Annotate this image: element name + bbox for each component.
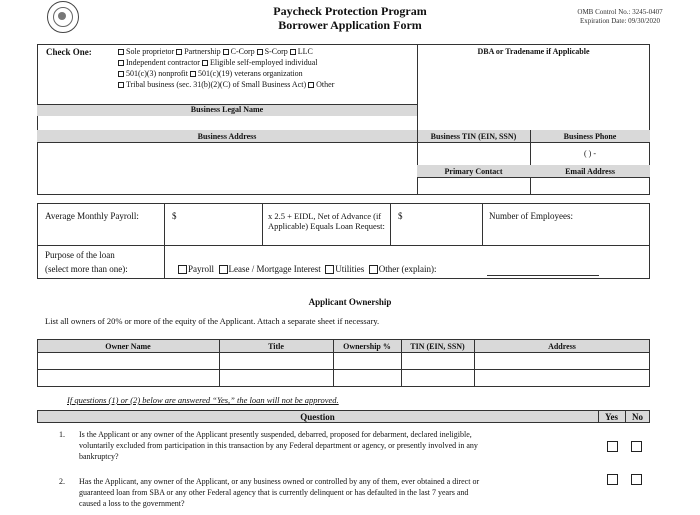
dba-label: DBA or Tradename if Applicable	[477, 47, 590, 56]
question-1-line1: Is the Applicant or any owner of the Applicant presently suspended, debarred, proposed for debarment, declared ineligible,	[79, 430, 472, 439]
label-partnership: Partnership	[184, 47, 221, 56]
label-s-corp: S-Corp	[264, 47, 288, 56]
purpose-label-line2: (select more than one):	[45, 264, 128, 274]
column-tin: TIN (EIN, SSN)	[410, 342, 465, 351]
expiration-date: Expiration Date: 09/30/2020	[579, 17, 661, 25]
label-other-purpose: Other (explain):	[378, 264, 437, 274]
checkbox-utilities[interactable]	[325, 265, 334, 274]
checkbox-c-corp[interactable]	[223, 49, 229, 55]
question-2-line1: Has the Applicant, any owner of the Applicant, or any business owned or controlled by any of them, ever obtained a direct or	[79, 477, 480, 486]
question-1-line3: bankruptcy?	[79, 452, 119, 461]
payroll-dollar-sign: $	[172, 211, 177, 221]
label-independent-contractor: Independent contractor	[126, 58, 200, 67]
checkbox-other-type[interactable]	[308, 82, 314, 88]
label-payroll: Payroll	[188, 264, 214, 274]
header-yes: Yes	[605, 412, 618, 422]
checkbox-tribal[interactable]	[118, 82, 124, 88]
checkbox-payroll[interactable]	[178, 265, 187, 274]
other-purpose-input[interactable]	[487, 275, 599, 276]
legal-name-label: Business Legal Name	[190, 105, 264, 114]
column-ownership-percent: Ownership %	[343, 342, 391, 351]
checkbox-other-purpose[interactable]	[369, 265, 378, 274]
question-1-line2: voluntarily excluded from participation in this transaction by any Federal department or agency, or presently involved in any	[79, 441, 478, 450]
business-phone-label: Business Phone	[563, 132, 617, 141]
loan-dollar-sign: $	[398, 211, 403, 221]
checkbox-s-corp[interactable]	[257, 49, 263, 55]
label-501c19: 501(c)(19) veterans organization	[197, 69, 303, 78]
column-owner-name: Owner Name	[105, 342, 151, 351]
question-2-yes-checkbox[interactable]	[607, 474, 618, 485]
ownership-instructions: List all owners of 20% or more of the equity of the Applicant. Attach a separate sheet if necessary.	[45, 316, 380, 326]
form-title: Paycheck Protection Program	[273, 4, 427, 18]
business-tin-label: Business TIN (EIN, SSN)	[430, 132, 517, 141]
checkbox-independent-contractor[interactable]	[118, 60, 124, 66]
question-1-no-checkbox[interactable]	[631, 441, 642, 452]
question-2-no-checkbox[interactable]	[631, 474, 642, 485]
column-address: Address	[548, 342, 576, 351]
checkbox-501c3[interactable]	[118, 71, 124, 77]
column-title: Title	[268, 342, 284, 351]
disqualification-note: If questions (1) or (2) below are answered “Yes,” the loan will not be approved.	[67, 395, 339, 405]
ownership-heading: Applicant Ownership	[308, 297, 392, 307]
avg-payroll-label: Average Monthly Payroll:	[45, 211, 139, 221]
label-self-employed: Eligible self-employed individual	[209, 58, 318, 67]
label-sole-proprietor: Sole proprietor	[126, 47, 175, 56]
header-question: Question	[300, 412, 335, 422]
checkbox-lease-mortgage[interactable]	[219, 265, 228, 274]
label-501c3: 501(c)(3) nonprofit	[126, 69, 188, 78]
label-tribal: Tribal business (sec. 31(b)(2)(C) of Small Business Act)	[126, 80, 307, 89]
label-lease-mortgage: Lease / Mortgage Interest	[228, 264, 321, 274]
question-2-number: 2.	[59, 477, 65, 486]
form-subtitle: Borrower Application Form	[278, 18, 422, 32]
header-no: No	[632, 412, 643, 422]
label-c-corp: C-Corp	[230, 47, 255, 56]
label-other-type: Other	[316, 80, 335, 89]
checkbox-self-employed[interactable]	[202, 60, 208, 66]
label-utilities: Utilities	[335, 264, 365, 274]
purpose-label-line1: Purpose of the loan	[45, 250, 115, 260]
check-one-label: Check One:	[46, 47, 92, 57]
business-address-label: Business Address	[197, 132, 257, 141]
employees-label: Number of Employees:	[489, 211, 573, 221]
primary-contact-label: Primary Contact	[444, 167, 503, 176]
question-1-number: 1.	[59, 430, 65, 439]
omb-control-number: OMB Control No.: 3245-0407	[577, 8, 663, 16]
email-address-label: Email Address	[565, 167, 615, 176]
label-llc: LLC	[297, 47, 313, 56]
multiplier-text: x 2.5 + EIDL, Net of Advance (if Applicable) Equals Loan Request:	[268, 211, 385, 231]
checkbox-partnership[interactable]	[176, 49, 182, 55]
checkbox-sole-proprietor[interactable]	[118, 49, 124, 55]
question-2-line2: guaranteed loan from SBA or any other Federal agency that is currently delinquent or has defaulted in the last 7 years and	[79, 488, 469, 497]
question-1-yes-checkbox[interactable]	[607, 441, 618, 452]
checkbox-501c19[interactable]	[190, 71, 196, 77]
checkbox-llc[interactable]	[290, 49, 296, 55]
business-phone-field[interactable]: ( ) -	[584, 149, 596, 158]
question-2-line3: caused a loss to the government?	[79, 499, 185, 508]
